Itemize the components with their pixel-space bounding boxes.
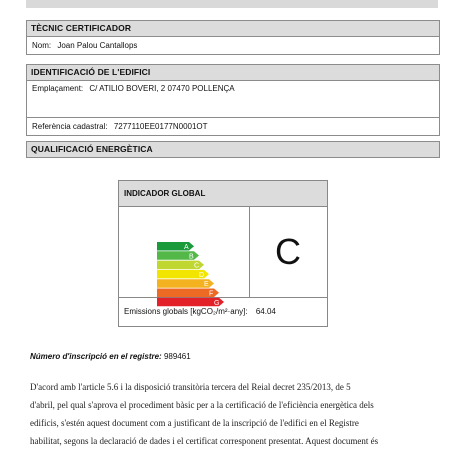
global-indicator-box bbox=[118, 180, 328, 327]
body-paragraph bbox=[30, 378, 406, 450]
energy-class-letter: D bbox=[199, 271, 205, 279]
emissions-value: 64.04 bbox=[255, 307, 276, 316]
cadastral-row bbox=[27, 117, 439, 135]
energy-scale bbox=[119, 207, 250, 307]
energy-class-a-arrow bbox=[157, 242, 194, 251]
energy-class-f-arrow bbox=[157, 289, 219, 298]
emissions-label: Emissions globals [kgCO₂/m²·any]: bbox=[124, 307, 248, 316]
energy-class-letter: F bbox=[209, 290, 214, 298]
registration-line bbox=[30, 352, 191, 361]
identificacio-section bbox=[26, 64, 440, 136]
body-line: D'acord amb l'article 5.6 i la disposició transitòria tercera del Reial decret 235/2013, de 5 bbox=[30, 382, 351, 392]
energy-class-letter: B bbox=[189, 253, 194, 261]
energy-class-letter: G bbox=[214, 299, 220, 307]
registration-label: Número d'inscripció en el registre: bbox=[30, 352, 162, 361]
top-header-strip bbox=[26, 0, 438, 8]
name-label: Nom: bbox=[32, 41, 52, 50]
identificacio-heading: IDENTIFICACIÓ DE L'EDIFICI bbox=[27, 65, 439, 81]
body-line: edificis, s'estén aquest document com a justificant de la inscripció de l'edifici en el Registre bbox=[30, 418, 359, 428]
location-row bbox=[27, 81, 439, 117]
qualificacio-heading: QUALIFICACIÓ ENERGÈTICA bbox=[27, 142, 439, 157]
location-label: Emplaçament: bbox=[32, 84, 84, 93]
energy-class-c-arrow bbox=[157, 261, 204, 270]
cadastral-value: 7277110EE0177N0001OT bbox=[113, 122, 208, 131]
location-value: C/ ATILIO BOVERI, 2 07470 POLLENÇA bbox=[89, 84, 235, 93]
qualificacio-section bbox=[26, 141, 440, 158]
cadastral-label: Referència cadastral: bbox=[32, 122, 108, 131]
name-value: Joan Palou Cantallops bbox=[57, 41, 138, 50]
tecnic-heading: TÈCNIC CERTIFICADOR bbox=[27, 21, 439, 37]
tecnic-section bbox=[26, 20, 440, 55]
energy-class-g-arrow bbox=[157, 298, 224, 307]
energy-class-letter: E bbox=[204, 281, 209, 289]
tecnic-name-row bbox=[27, 37, 439, 54]
energy-rating-letter: C bbox=[275, 231, 301, 272]
energy-class-letter: C bbox=[194, 262, 200, 270]
energy-class-b-arrow bbox=[157, 251, 199, 260]
energy-class-e-arrow bbox=[157, 279, 214, 288]
body-line: d'abril, pel qual s'aprova el procediment bàsic per a la certificació de l'eficiència energètica dels bbox=[30, 400, 374, 410]
energy-class-letter: A bbox=[184, 244, 189, 251]
registration-value: 989461 bbox=[163, 352, 191, 361]
indicator-heading: INDICADOR GLOBAL bbox=[119, 181, 327, 207]
energy-scale-arrows bbox=[119, 207, 249, 307]
indicator-body bbox=[119, 207, 327, 307]
body-line: habilitat, segons la declaració de dades i el certificat corresponent presentat. Aquest document és bbox=[30, 436, 379, 446]
energy-class-d-arrow bbox=[157, 270, 209, 279]
